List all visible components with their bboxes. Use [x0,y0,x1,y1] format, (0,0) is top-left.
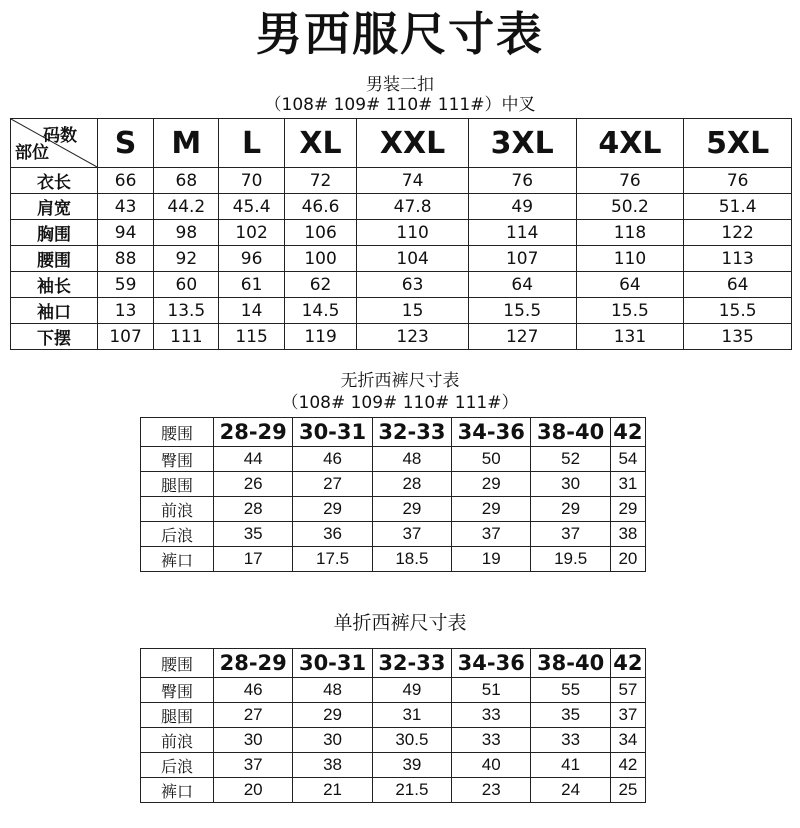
table-cell: 35 [531,703,610,728]
table-cell: 34 [610,728,645,753]
size-header: L [219,119,284,168]
table-cell: 48 [372,447,451,472]
table-row [11,246,792,272]
table-cell: 37 [214,753,293,778]
size-header: 42 [610,418,645,447]
row-label: 后浪 [141,522,214,547]
coat-subtitle: 男装二扣 [366,75,434,95]
table-cell: 64 [468,272,576,298]
row-label: 腰围 [11,246,98,272]
table-cell: 38 [610,522,645,547]
table-cell: 107 [468,246,576,272]
size-header: 30-31 [293,649,372,678]
table-cell: 92 [154,246,219,272]
table-cell: 46 [214,678,293,703]
table-cell: 64 [576,272,684,298]
table-cell: 54 [610,447,645,472]
table-cell: 24 [531,778,610,803]
coat-header-row [11,119,792,168]
flat-pants-size-table [140,417,646,572]
pleat-pants-size-table [140,648,646,803]
table-cell: 51 [452,678,531,703]
table-cell: 29 [531,497,610,522]
table-row [141,547,646,572]
size-header: 28-29 [214,649,293,678]
size-header: M [154,119,219,168]
table-cell: 40 [452,753,531,778]
table-cell: 122 [684,220,792,246]
table-cell: 49 [468,194,576,220]
table-cell: 102 [219,220,284,246]
row-label: 前浪 [141,728,214,753]
table-cell: 36 [293,522,372,547]
size-header: 38-40 [531,649,610,678]
table-row [11,272,792,298]
table-cell: 29 [293,497,372,522]
table-cell: 110 [576,246,684,272]
size-header: XXL [357,119,469,168]
table-row [141,703,646,728]
size-header: 34-36 [452,418,531,447]
table-cell: 33 [452,728,531,753]
row-label: 臀围 [141,447,214,472]
size-header: 30-31 [293,418,372,447]
table-cell: 30.5 [372,728,451,753]
table-cell: 45.4 [219,194,284,220]
size-header: 42 [610,649,645,678]
table-cell: 28 [214,497,293,522]
table-cell: 13.5 [154,298,219,324]
table-cell: 98 [154,220,219,246]
table-cell: 14.5 [284,298,357,324]
coat-series-note: （108# 109# 110# 111#）中叉 [264,95,536,115]
table-cell: 74 [357,168,469,194]
size-header: 38-40 [531,418,610,447]
table-cell: 21.5 [372,778,451,803]
corner-cell [11,119,98,168]
row-label: 裤口 [141,778,214,803]
size-header: 28-29 [214,418,293,447]
size-header: XL [284,119,357,168]
table-cell: 50.2 [576,194,684,220]
table-cell: 29 [610,497,645,522]
table-cell: 19 [452,547,531,572]
table-cell: 37 [372,522,451,547]
table-cell: 35 [214,522,293,547]
table-row [141,522,646,547]
table-cell: 42 [610,753,645,778]
pants-header-row [141,649,646,678]
table-cell: 29 [372,497,451,522]
table-cell: 107 [98,324,154,350]
table-cell: 17.5 [293,547,372,572]
table-cell: 15 [357,298,469,324]
row-label: 衣长 [11,168,98,194]
table-cell: 19.5 [531,547,610,572]
table-cell: 31 [610,472,645,497]
size-header: 3XL [468,119,576,168]
table-cell: 94 [98,220,154,246]
table-cell: 15.5 [468,298,576,324]
row-label: 下摆 [11,324,98,350]
table-cell: 100 [284,246,357,272]
row-label: 腿围 [141,703,214,728]
table-cell: 88 [98,246,154,272]
row-label: 袖口 [11,298,98,324]
table-row [141,728,646,753]
table-row [11,298,792,324]
table-cell: 41 [531,753,610,778]
coat-size-table [10,118,792,350]
table-cell: 33 [531,728,610,753]
table-cell: 13 [98,298,154,324]
table-cell: 60 [154,272,219,298]
table-cell: 76 [684,168,792,194]
size-header: S [98,119,154,168]
table-cell: 61 [219,272,284,298]
table-row [141,678,646,703]
table-cell: 64 [684,272,792,298]
table-cell: 33 [452,703,531,728]
table-cell: 29 [452,497,531,522]
table-cell: 26 [214,472,293,497]
table-cell: 51.4 [684,194,792,220]
table-cell: 76 [468,168,576,194]
table-cell: 29 [452,472,531,497]
table-cell: 123 [357,324,469,350]
table-cell: 30 [531,472,610,497]
table-cell: 23 [452,778,531,803]
waist-header-label: 腰围 [141,418,214,447]
table-cell: 44 [214,447,293,472]
table-cell: 96 [219,246,284,272]
pleat-pants-title: 单折西裤尺寸表 [333,612,467,634]
table-cell: 30 [214,728,293,753]
row-label: 袖长 [11,272,98,298]
table-cell: 47.8 [357,194,469,220]
table-cell: 37 [610,703,645,728]
table-row [11,168,792,194]
table-cell: 15.5 [576,298,684,324]
table-cell: 18.5 [372,547,451,572]
table-cell: 118 [576,220,684,246]
table-row [11,220,792,246]
row-label: 腿围 [141,472,214,497]
table-cell: 20 [214,778,293,803]
corner-label-part: 部位 [15,143,49,163]
table-cell: 15.5 [684,298,792,324]
table-cell: 135 [684,324,792,350]
table-row [141,753,646,778]
size-header: 32-33 [372,418,451,447]
flat-pants-title: 无折西裤尺寸表 [340,371,460,391]
table-cell: 30 [293,728,372,753]
table-cell: 106 [284,220,357,246]
table-cell: 20 [610,547,645,572]
table-cell: 59 [98,272,154,298]
table-cell: 31 [372,703,451,728]
table-cell: 48 [293,678,372,703]
table-cell: 25 [610,778,645,803]
row-label: 臀围 [141,678,214,703]
table-cell: 110 [357,220,469,246]
table-cell: 29 [293,703,372,728]
table-cell: 27 [293,472,372,497]
table-cell: 57 [610,678,645,703]
table-row [11,194,792,220]
table-cell: 119 [284,324,357,350]
table-cell: 14 [219,298,284,324]
table-row [141,497,646,522]
pants-header-row [141,418,646,447]
table-cell: 104 [357,246,469,272]
row-label: 前浪 [141,497,214,522]
table-cell: 115 [219,324,284,350]
table-row [141,447,646,472]
table-cell: 44.2 [154,194,219,220]
flat-pants-series-note: （108# 109# 110# 111#） [281,393,519,413]
page-title: 男西服尺寸表 [256,7,544,61]
size-header: 4XL [576,119,684,168]
row-label: 裤口 [141,547,214,572]
table-cell: 66 [98,168,154,194]
size-header: 32-33 [372,649,451,678]
table-cell: 43 [98,194,154,220]
corner-label-size: 码数 [43,126,77,146]
table-cell: 37 [452,522,531,547]
table-cell: 76 [576,168,684,194]
table-cell: 46.6 [284,194,357,220]
size-header: 34-36 [452,649,531,678]
table-cell: 21 [293,778,372,803]
table-cell: 17 [214,547,293,572]
table-cell: 70 [219,168,284,194]
table-row [11,324,792,350]
table-cell: 46 [293,447,372,472]
table-cell: 114 [468,220,576,246]
table-row [141,778,646,803]
table-cell: 50 [452,447,531,472]
table-cell: 55 [531,678,610,703]
row-label: 胸围 [11,220,98,246]
table-cell: 49 [372,678,451,703]
table-cell: 131 [576,324,684,350]
table-cell: 63 [357,272,469,298]
size-header: 5XL [684,119,792,168]
table-cell: 68 [154,168,219,194]
table-cell: 72 [284,168,357,194]
table-cell: 111 [154,324,219,350]
row-label: 后浪 [141,753,214,778]
table-cell: 62 [284,272,357,298]
table-cell: 113 [684,246,792,272]
table-cell: 39 [372,753,451,778]
table-cell: 37 [531,522,610,547]
waist-header-label: 腰围 [141,649,214,678]
table-cell: 28 [372,472,451,497]
table-cell: 38 [293,753,372,778]
table-row [141,472,646,497]
table-cell: 52 [531,447,610,472]
row-label: 肩宽 [11,194,98,220]
table-cell: 127 [468,324,576,350]
table-cell: 27 [214,703,293,728]
